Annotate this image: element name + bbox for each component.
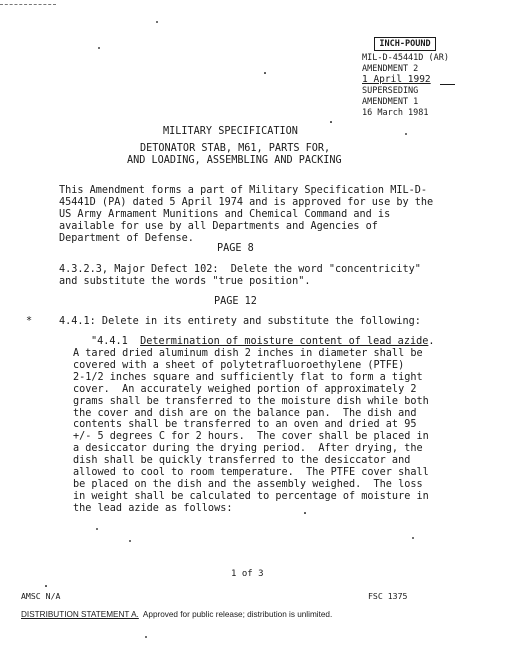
page-number: 1 of 3 [231,569,264,579]
superseding-label: SUPERSEDING [362,86,419,96]
fsc-code: FSC 1375 [368,591,408,601]
procedure-line: in weight shall be calculated to percentage of moisture in [73,490,429,502]
intro-paragraph [59,185,433,245]
section-4-4-1-instruction: 4.4.1: Delete in its entirety and substitute the following: [59,316,421,327]
intro-line: US Army Armament Munitions and Chemical Command and is [59,208,391,220]
page-12-heading: PAGE 12 [214,296,257,307]
procedure-line: A tared dried aluminum dish 2 inches in diameter shall be [73,348,423,359]
scan-speck [156,21,158,23]
procedure-line: dish shall be quickly transferred to the desiccator and [73,455,411,467]
page-8-line: 4.3.2.3, Major Defect 102: Delete the word "concentricity" [59,264,421,275]
intro-line: available for use by all Departments and Agencies of [59,220,378,232]
scan-speck [96,528,98,530]
scan-speck [412,537,414,539]
page-8-line: and substitute the words "true position". [59,275,311,287]
procedure-line: the lead azide as follows: [73,502,233,514]
section-4-4-1-heading [91,336,435,348]
scan-speck [264,72,266,74]
scan-speck [45,585,47,587]
scan-speck [304,512,306,514]
procedure-line: allowed to cool to room temperature. The PTFE cover shall [73,467,429,479]
scan-speck [145,636,147,638]
amsc-code: AMSC N/A [21,591,61,601]
date-underline-extension [440,84,455,85]
scan-speck [129,540,131,542]
change-marker: * [26,316,33,327]
inch-pound-stamp: INCH-POUND [374,37,436,51]
distribution-statement [21,610,332,620]
procedure-line: covered with a sheet of polytetrafluoroethylene (PTFE) [73,359,405,371]
scan-speck [98,47,100,49]
amendment-date: 1 April 1992 [362,74,431,85]
page-8-paragraph [59,264,421,288]
section-title-period: . [428,336,435,347]
procedure-line: cover. An accurately weighed portion of approximately 2 [73,383,417,395]
procedure-line: be placed on the dish and the assembly weighed. The loss [73,478,423,490]
page-8-heading: PAGE 8 [217,243,254,254]
procedure-line: 2-1/2 inches square and sufficiently flat to form a tight [73,371,423,383]
moisture-procedure-paragraph [73,348,429,515]
scan-speck [330,121,332,123]
section-number: "4.4.1 [91,336,141,347]
amendment-number: AMENDMENT 2 [362,64,419,74]
distribution-text: Approved for public release; distribution is unlimited. [138,610,333,619]
section-title: Determination of moisture content of lead azide [140,336,429,347]
intro-line: Department of Defense. [59,232,194,244]
procedure-line: the cover and dish are on the balance pan. The dish and [73,407,417,419]
intro-line: 45441D (PA) dated 5 April 1974 and is approved for use by the [59,196,434,208]
title-line-2: AND LOADING, ASSEMBLING AND PACKING [127,155,342,166]
procedure-line: a desiccator during the drying period. After drying, the [73,443,423,455]
distribution-label: DISTRIBUTION STATEMENT A. [21,610,139,619]
procedure-line: grams shall be transferred to the moisture dish while both [73,395,429,407]
intro-line: This Amendment forms a part of Military Specification MIL-D- [59,185,428,196]
scan-artifact-line [0,4,56,5]
superseded-date: 16 March 1981 [362,108,429,118]
superseded-amendment: AMENDMENT 1 [362,97,419,107]
spec-heading: MILITARY SPECIFICATION [163,126,298,137]
procedure-line: +/- 5 degrees C for 2 hours. The cover shall be placed in [73,431,429,443]
procedure-line: contents shall be transferred to an oven and dried at 95 [73,419,417,431]
scan-speck [405,133,407,135]
title-line-1: DETONATOR STAB, M61, PARTS FOR, [140,143,331,154]
doc-number: MIL-D-45441D (AR) [362,53,449,63]
